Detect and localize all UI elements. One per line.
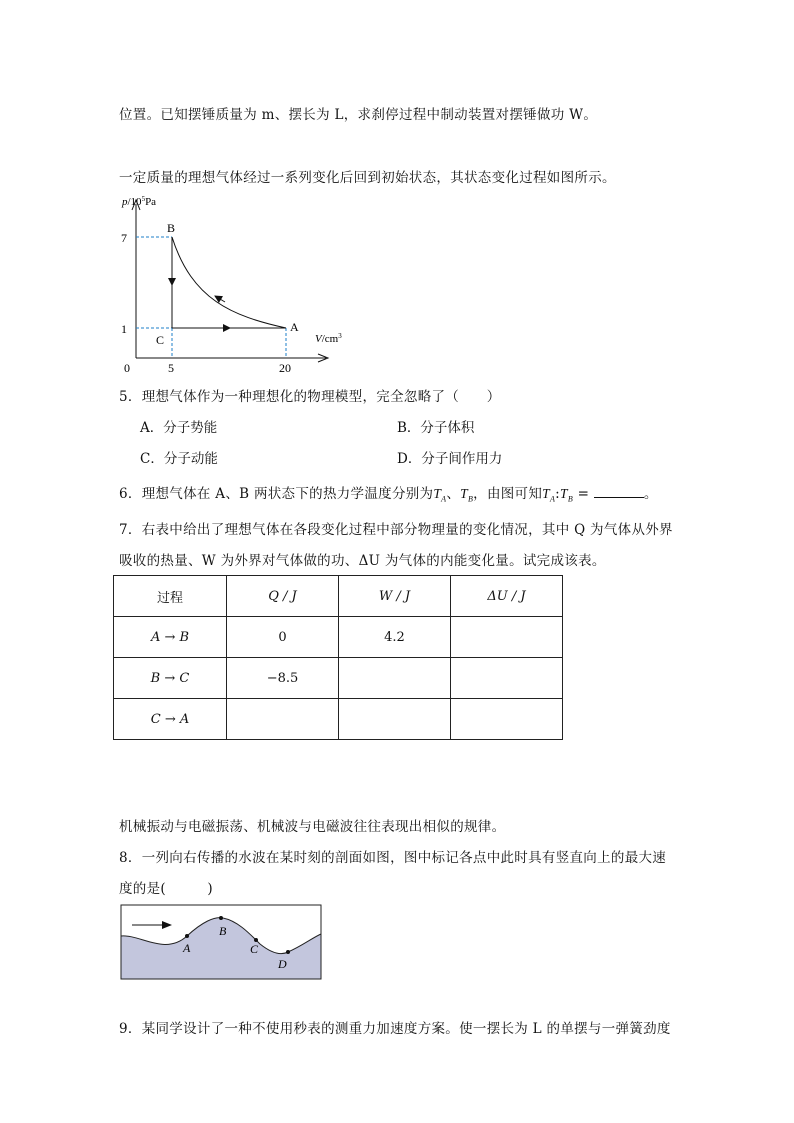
q9-line1: 9．某同学设计了一种不使用秒表的测重力加速度方案。使一摆长为 L 的单摆与一弹簧劲度 — [119, 1021, 671, 1037]
origin-label: 0 — [124, 361, 130, 375]
y-tick-7: 7 — [121, 231, 127, 245]
table-header: Q / J — [227, 576, 339, 617]
intro-line: 位置。已知摆锤质量为 m、摆长为 L，求刹停过程中制动装置对摆锤做功 W。 — [119, 107, 598, 123]
table-row — [114, 699, 563, 740]
gas-intro: 一定质量的理想气体经过一系列变化后回到初始状态，其状态变化过程如图所示。 — [119, 170, 616, 186]
q5-option-c: C．分子动能 — [140, 451, 218, 467]
pv-diagram — [112, 190, 362, 380]
table-cell[interactable] — [339, 658, 451, 699]
x-axis-label: $V/cm^3$ — [315, 332, 342, 345]
answer-blank[interactable] — [594, 485, 644, 498]
q6-stem: 6．理想气体在 A、B 两状态下的热力学温度分别为$T_A$、$T_B$，由图可知$T_A:T_B$ = 。 — [119, 486, 658, 504]
q5-option-d: D．分子间作用力 — [397, 451, 503, 467]
table-cell: A → B — [114, 617, 227, 658]
x-tick-5: 5 — [168, 361, 174, 375]
table-cell[interactable] — [451, 617, 563, 658]
table-header: ΔU / J — [451, 576, 563, 617]
water-wave-figure — [120, 904, 322, 980]
table-cell: 0 — [227, 617, 339, 658]
point-a-label: A — [183, 941, 191, 955]
q5-option-b: B．分子体积 — [397, 420, 475, 436]
table-cell: B → C — [114, 658, 227, 699]
table-cell: 4.2 — [339, 617, 451, 658]
table-header: W / J — [339, 576, 451, 617]
table-header: 过程 — [114, 576, 227, 617]
table-cell[interactable] — [451, 699, 563, 740]
q7-line2: 吸收的热量、W 为外界对气体做的功、ΔU 为气体的内能变化量。试完成该表。 — [119, 553, 606, 569]
table-row — [114, 617, 563, 658]
q8-line1: 8．一列向右传播的水波在某时刻的剖面如图，图中标记各点中此时具有竖直向上的最大速 — [119, 850, 667, 866]
x-tick-20: 20 — [279, 361, 291, 375]
point-c-label: C — [250, 942, 259, 956]
table-cell: C → A — [114, 699, 227, 740]
q5-stem: 5．理想气体作为一种理想化的物理模型，完全忽略了（ ） — [119, 389, 501, 405]
point-d-label: D — [278, 957, 287, 971]
process-a-to-b — [172, 237, 286, 328]
table-cell[interactable] — [227, 699, 339, 740]
table-cell[interactable] — [339, 699, 451, 740]
table-cell[interactable] — [451, 658, 563, 699]
point-c-label: C — [156, 333, 165, 347]
table-header-row — [114, 576, 563, 617]
y-tick-1: 1 — [121, 322, 127, 336]
q7-line1: 7．右表中给出了理想气体在各段变化过程中部分物理量的变化情况，其中 Q 为气体从外界 — [119, 522, 673, 538]
y-axis-label: $p/10^5Pa$ — [122, 195, 157, 208]
point-b-label: B — [219, 924, 227, 938]
table-row — [114, 658, 563, 699]
wave-intro: 机械振动与电磁振荡、机械波与电磁波往往表现出相似的规律。 — [119, 819, 506, 835]
process-table — [113, 575, 563, 740]
q8-line2: 度的是( ) — [119, 881, 213, 897]
table-cell: −8.5 — [227, 658, 339, 699]
point-a-label: A — [290, 320, 299, 334]
point-b-label: B — [167, 221, 176, 235]
q5-option-a: A．分子势能 — [140, 420, 218, 436]
